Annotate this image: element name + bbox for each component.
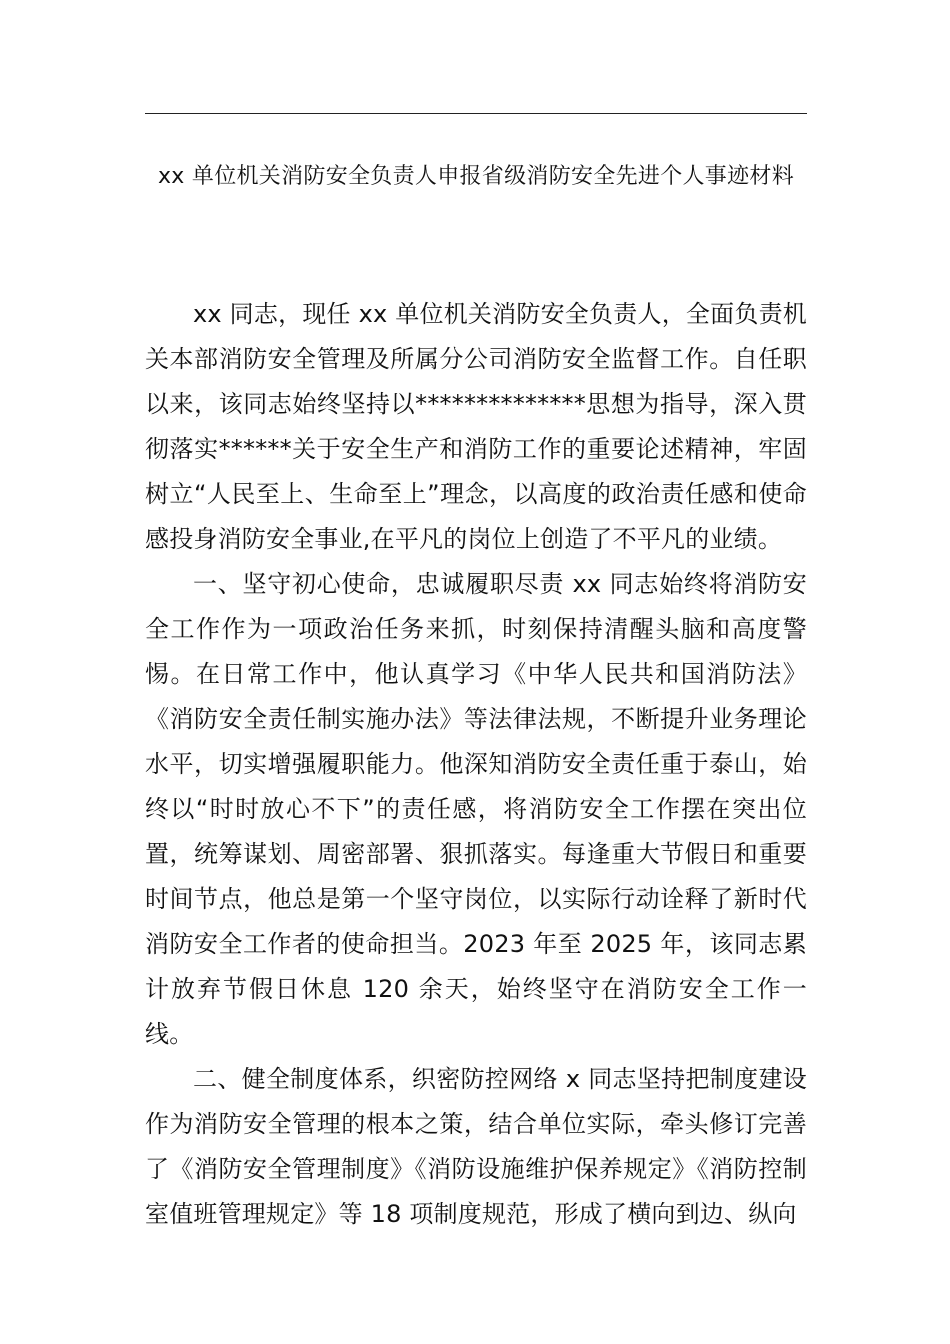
document-title: xx 单位机关消防安全负责人申报省级消防安全先进个人事迹材料	[157, 164, 795, 189]
header-rule	[145, 113, 807, 114]
paragraph-section-one: 一、坚守初心使命，忠诚履职尽责 xx 同志始终将消防安全工作作为一项政治任务来抓，时刻保持清醒头脑和高度警惕。在日常工作中，他认真学习《中华人民共和国消防法》《消防安全责任制实施办法》等法律法规，不断提升业务理论水平，切实增强履职能力。他深知消防安全责任重于泰山，始终以“时时放心不下”的责任感，将消防安全工作摆在突出位置，统筹谋划、周密部署、狠抓落实。每逢重大节假日和重要时间节点，他总是第一个坚守岗位，以实际行动诠释了新时代消防安全工作者的使命担当。2023 年至 2025 年，该同志累计放弃节假日休息 120 余天，始终坚守在消防安全工作一线。	[145, 570, 807, 1048]
paragraph-section-two: 二、健全制度体系，织密防控网络 x 同志坚持把制度建设作为消防安全管理的根本之策，结合单位实际，牵头修订完善了《消防安全管理制度》《消防设施维护保养规定》《消防控制室值班管理规定》等 18 项制度规范，形成了横向到边、纵向	[145, 1065, 807, 1228]
paragraph-intro: xx 同志，现任 xx 单位机关消防安全负责人，全面负责机关本部消防安全管理及所属分公司消防安全监督工作。自任职以来，该同志始终坚持以**************思想为指导，深入贯彻落实******关于安全生产和消防工作的重要论述精神，牢固树立“人民至上、生命至上”理念，以高度的政治责任感和使命感投身消防安全事业,在平凡的岗位上创造了不平凡的业绩。	[145, 300, 807, 553]
document-body	[145, 292, 807, 1237]
